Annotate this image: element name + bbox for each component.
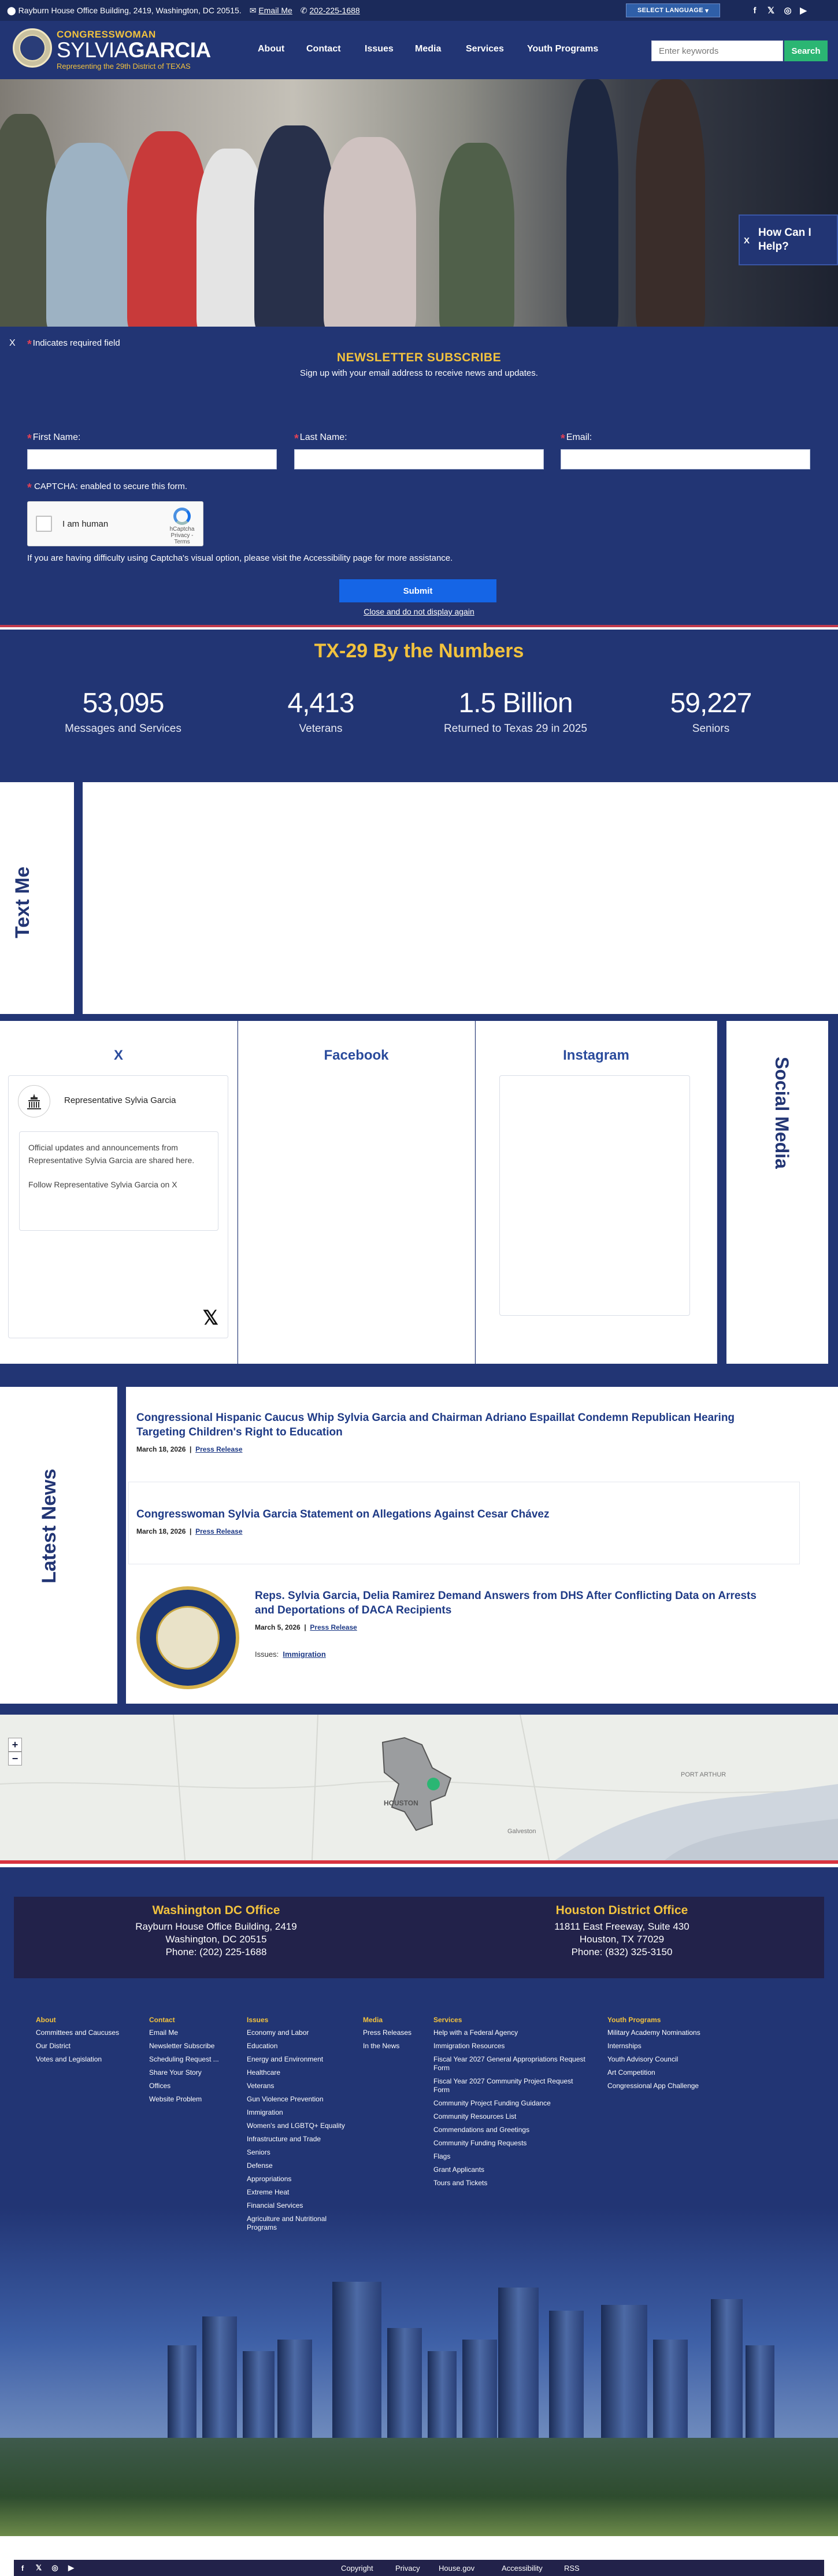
article-title[interactable]: Reps. Sylvia Garcia, Delia Ramirez Demand Answers from DHS After Conflicting Data on Arrests and Deportations of DACA Recipients: [255, 1590, 757, 1616]
offices-box: [14, 1897, 824, 1978]
envelope-icon: ✉: [249, 5, 257, 15]
newsletter-subtitle: Sign up with your email address to receive news and updates.: [300, 368, 538, 378]
facebook-column: [238, 1021, 475, 1364]
footer-bottom-bar: [14, 2560, 824, 2576]
youtube-icon[interactable]: ▶: [800, 6, 807, 16]
footer-bar-link[interactable]: Copyright: [341, 2564, 373, 2573]
footer-link[interactable]: Economy and Labor: [247, 2029, 309, 2037]
last-name-label: * Last Name:: [294, 432, 347, 445]
footer-link[interactable]: Military Academy Nominations: [607, 2029, 700, 2037]
captcha-widget: [27, 501, 203, 546]
submit-button[interactable]: Submit: [339, 579, 496, 602]
facebook-heading[interactable]: Facebook: [324, 1048, 389, 1063]
footer-link[interactable]: Help with a Federal Agency: [433, 2029, 518, 2037]
footer-link[interactable]: Flags: [433, 2152, 451, 2160]
search-input[interactable]: Enter keywords: [651, 40, 783, 61]
how-can-i-help-widget[interactable]: X How Can I Help?: [739, 214, 838, 265]
x-follow-text[interactable]: Follow Representative Sylvia Garcia on X: [28, 1180, 177, 1189]
dc-office: Washington DC Office Rayburn House Office Building, 2419 Washington, DC 20515 Phone: (202) 225-1688: [135, 1904, 297, 1957]
x-card-body: Official updates and announcements from Representative Sylvia Garcia are shared here. Follow Representative Sylvia Garcia on X: [19, 1131, 218, 1231]
footer-bar-link[interactable]: Privacy: [395, 2564, 420, 2573]
footer-link[interactable]: Fiscal Year 2027 Community Project Request Form: [433, 2077, 573, 2094]
x-timeline-card: [8, 1075, 228, 1338]
phone-link[interactable]: ✆ 202-225-1688: [300, 5, 360, 15]
footer-link[interactable]: Fiscal Year 2027 General Appropriations Request Form: [433, 2055, 585, 2072]
x-icon[interactable]: 𝕏: [767, 6, 775, 16]
footer-link[interactable]: Scheduling Request ...: [149, 2055, 219, 2063]
nav-services[interactable]: Services: [466, 44, 504, 54]
footer-link[interactable]: Newsletter Subscribe: [149, 2042, 215, 2050]
footer-link[interactable]: Veterans: [247, 2082, 275, 2090]
required-note: * Indicates required field: [27, 338, 120, 351]
phone-icon: ✆: [300, 5, 307, 15]
footer-link[interactable]: Press Releases: [363, 2029, 412, 2037]
congress-seal-logo[interactable]: [13, 28, 52, 68]
news-article: [136, 1507, 772, 1535]
footer-link[interactable]: Infrastructure and Trade: [247, 2135, 321, 2143]
site-footer: [0, 1867, 838, 2573]
social-media-tab: Social Media: [726, 1021, 828, 1364]
footer-link[interactable]: Share Your Story: [149, 2068, 202, 2077]
footer-link[interactable]: Commendations and Greetings: [433, 2126, 530, 2134]
footer-col-issues: Issues Economy and Labor Education Energy and Environment Healthcare Veterans Gun Violence Prevention Immigration Women's and LGBTQ+ Equality Infrastructure and Trade Seniors Defense Appropriations Extreme Heat Financial Services Agriculture and Nutritional Programs: [247, 2016, 345, 2231]
footer-col-youth: Youth Programs Military Academy Nominations Internships Youth Advisory Council Art Competition Congressional App Challenge: [607, 2016, 735, 2095]
article-issues: Issues: Immigration: [255, 1650, 326, 1659]
article-title[interactable]: Congresswoman Sylvia Garcia Statement on Allegations Against Cesar Chávez: [136, 1508, 550, 1520]
stat-returned: 1.5 Billion Returned to Texas 29 in 2025: [444, 688, 587, 735]
social-media-section: [0, 1021, 838, 1375]
newsletter-title: NEWSLETTER SUBSCRIBE: [336, 351, 502, 364]
newsletter-close-button[interactable]: X: [9, 338, 16, 348]
stat-seniors: 59,227 Seniors: [670, 688, 752, 735]
footer-link[interactable]: Our District: [36, 2042, 71, 2050]
nav-media[interactable]: Media: [415, 44, 442, 54]
email-label: * Email:: [561, 432, 592, 445]
email-input[interactable]: [561, 449, 810, 469]
address: ⬤ Rayburn House Office Building, 2419, Washington, DC 20515.: [7, 5, 242, 15]
stat-veterans: 4,413 Veterans: [287, 688, 354, 735]
footer-link[interactable]: Defense: [247, 2162, 273, 2170]
article-type-link[interactable]: Press Release: [195, 1445, 243, 1453]
footer-link[interactable]: Community Resources List: [433, 2112, 517, 2120]
map-label: PORT ARTHUR: [681, 1771, 726, 1778]
article-type-link[interactable]: Press Release: [195, 1527, 243, 1535]
instagram-icon[interactable]: ◎: [784, 6, 792, 16]
article-type-link[interactable]: Press Release: [310, 1623, 357, 1631]
news-article: [136, 1411, 772, 1453]
zoom-in-button[interactable]: +: [8, 1738, 22, 1752]
article-meta: March 5, 2026 | Press Release: [255, 1623, 357, 1631]
logo-tagline: Representing the 29th District of TEXAS: [57, 62, 191, 71]
capitol-icon[interactable]: [18, 1085, 50, 1117]
footer-link[interactable]: Energy and Environment: [247, 2055, 324, 2063]
text-me-panel: [83, 782, 838, 1014]
instagram-embed: [499, 1075, 690, 1316]
footer-link[interactable]: Website Problem: [149, 2095, 202, 2103]
text-me-tab: Text Me: [0, 782, 74, 1014]
x-column: [0, 1021, 238, 1364]
nav-issues[interactable]: Issues: [365, 44, 394, 54]
newsletter-form: [0, 327, 838, 627]
zoom-out-button[interactable]: −: [8, 1752, 22, 1766]
nav-youth-programs[interactable]: Youth Programs: [527, 44, 599, 54]
footer-link[interactable]: Grant Applicants: [433, 2166, 485, 2174]
map-label: Galveston: [507, 1828, 536, 1835]
footer-link[interactable]: Healthcare: [247, 2068, 281, 2077]
footer-link[interactable]: Internships: [607, 2042, 642, 2050]
top-utility-bar: [0, 0, 838, 21]
chevron-down-icon: ▾: [705, 7, 709, 14]
x-heading[interactable]: X: [113, 1048, 123, 1063]
footer-link[interactable]: Email Me: [149, 2029, 179, 2037]
location-pin-icon: ⬤: [7, 5, 16, 15]
issue-link[interactable]: Immigration: [283, 1650, 326, 1659]
hcaptcha-logo: hCaptcha Privacy - Terms: [165, 508, 199, 545]
footer-link[interactable]: Votes and Legislation: [36, 2055, 102, 2063]
x-icon[interactable]: 𝕏: [35, 2563, 42, 2572]
youtube-icon[interactable]: ▶: [68, 2563, 74, 2572]
footer-link[interactable]: Immigration Resources: [433, 2042, 505, 2050]
facebook-icon[interactable]: f: [21, 2563, 24, 2573]
captcha-help-text: If you are having difficulty using Captcha's visual option, please visit the Accessibility page for more assistance.: [27, 553, 453, 563]
footer-col-about: About Committees and Caucuses Our District Votes and Legislation: [36, 2016, 140, 2068]
footer-link[interactable]: Community Funding Requests: [433, 2139, 527, 2147]
stats-section: [0, 630, 838, 782]
footer-link[interactable]: Immigration: [247, 2108, 283, 2116]
captcha-note: * CAPTCHA: enabled to secure this form.: [27, 482, 188, 494]
footer-link[interactable]: Financial Services: [247, 2201, 303, 2209]
footer-bar-link[interactable]: RSS: [564, 2564, 580, 2573]
hero-photo: [0, 79, 838, 327]
footer-link[interactable]: Agriculture and Nutritional Programs: [247, 2215, 327, 2231]
footer-link[interactable]: Appropriations: [247, 2175, 292, 2183]
houston-skyline-image: [0, 2208, 838, 2536]
latest-news-tab: Latest News: [0, 1387, 117, 1704]
text-me-section: [0, 782, 838, 1021]
logo-name[interactable]: SYLVIAGARCIA: [57, 38, 211, 62]
footer-link[interactable]: Extreme Heat: [247, 2188, 290, 2196]
last-name-input[interactable]: [294, 449, 544, 469]
footer-link[interactable]: Art Competition: [607, 2068, 655, 2077]
footer-link[interactable]: In the News: [363, 2042, 400, 2050]
footer-link[interactable]: Committees and Caucuses: [36, 2029, 120, 2037]
footer-link[interactable]: Gun Violence Prevention: [247, 2095, 324, 2103]
first-name-label: * First Name:: [27, 432, 81, 445]
article-meta: March 18, 2026 | Press Release: [136, 1527, 243, 1535]
footer-link[interactable]: Education: [247, 2042, 278, 2050]
footer-col-contact: Contact Email Me Newsletter Subscribe Scheduling Request ... Share Your Story Offices Website Problem: [149, 2016, 242, 2108]
footer-link[interactable]: Congressional App Challenge: [607, 2082, 699, 2090]
hcaptcha-icon: [173, 508, 191, 525]
nav-about[interactable]: About: [258, 44, 285, 54]
close-icon[interactable]: X: [744, 236, 750, 246]
stat-messages: 53,095 Messages and Services: [65, 688, 181, 735]
house-seal-image[interactable]: [136, 1586, 239, 1689]
news-article: [255, 1589, 775, 1659]
captcha-checkbox[interactable]: [36, 516, 52, 532]
x-account-name[interactable]: Representative Sylvia Garcia: [64, 1095, 176, 1105]
footer-link[interactable]: Offices: [149, 2082, 171, 2090]
email-link[interactable]: ✉ Email Me: [249, 5, 292, 15]
instagram-icon[interactable]: ◎: [51, 2563, 58, 2572]
footer-link[interactable]: Women's and LGBTQ+ Equality: [247, 2122, 345, 2130]
nav-contact[interactable]: Contact: [306, 44, 341, 54]
stats-title: TX-29 By the Numbers: [314, 640, 524, 662]
language-select[interactable]: SELECT LANGUAGE ▾: [626, 3, 720, 17]
district-map[interactable]: [0, 1715, 838, 1864]
facebook-icon[interactable]: f: [753, 5, 757, 16]
footer-col-media: Media Press Releases In the News: [363, 2016, 427, 2055]
instagram-heading[interactable]: Instagram: [563, 1048, 629, 1063]
captcha-label: I am human: [62, 519, 109, 529]
map-label: HOUSTON: [384, 1799, 418, 1807]
first-name-input[interactable]: [27, 449, 277, 469]
close-do-not-display-link[interactable]: Close and do not display again: [364, 607, 474, 616]
footer-col-services: Services Help with a Federal Agency Immigration Resources Fiscal Year 2027 General Appropriations Request Form Fiscal Year 2027 Community Project Request Form Community Project Funding Guidance Community Resources List Commendations and Greetings Community Funding Requests Flags Grant Applicants Tours and Tickets: [433, 2016, 589, 2192]
footer-bar-link[interactable]: House.gov: [439, 2564, 475, 2573]
footer-link[interactable]: Youth Advisory Council: [607, 2055, 678, 2063]
article-meta: March 18, 2026 | Press Release: [136, 1445, 243, 1453]
article-title[interactable]: Congressional Hispanic Caucus Whip Sylvia Garcia and Chairman Adriano Espaillat Condemn Republican Hearing Targeting Children's Right to Education: [136, 1412, 735, 1438]
houston-office: Houston District Office 11811 East Freeway, Suite 430 Houston, TX 77029 Phone: (832) 325-3150: [554, 1904, 689, 1957]
footer-link[interactable]: Seniors: [247, 2148, 270, 2156]
footer-link[interactable]: Community Project Funding Guidance: [433, 2099, 551, 2107]
footer-bar-link[interactable]: Accessibility: [502, 2564, 543, 2573]
footer-link[interactable]: Tours and Tickets: [433, 2179, 488, 2187]
logo-title[interactable]: CONGRESSWOMAN: [57, 29, 156, 40]
search-button[interactable]: Search: [784, 40, 828, 61]
x-logo-icon[interactable]: 𝕏: [202, 1307, 218, 1329]
